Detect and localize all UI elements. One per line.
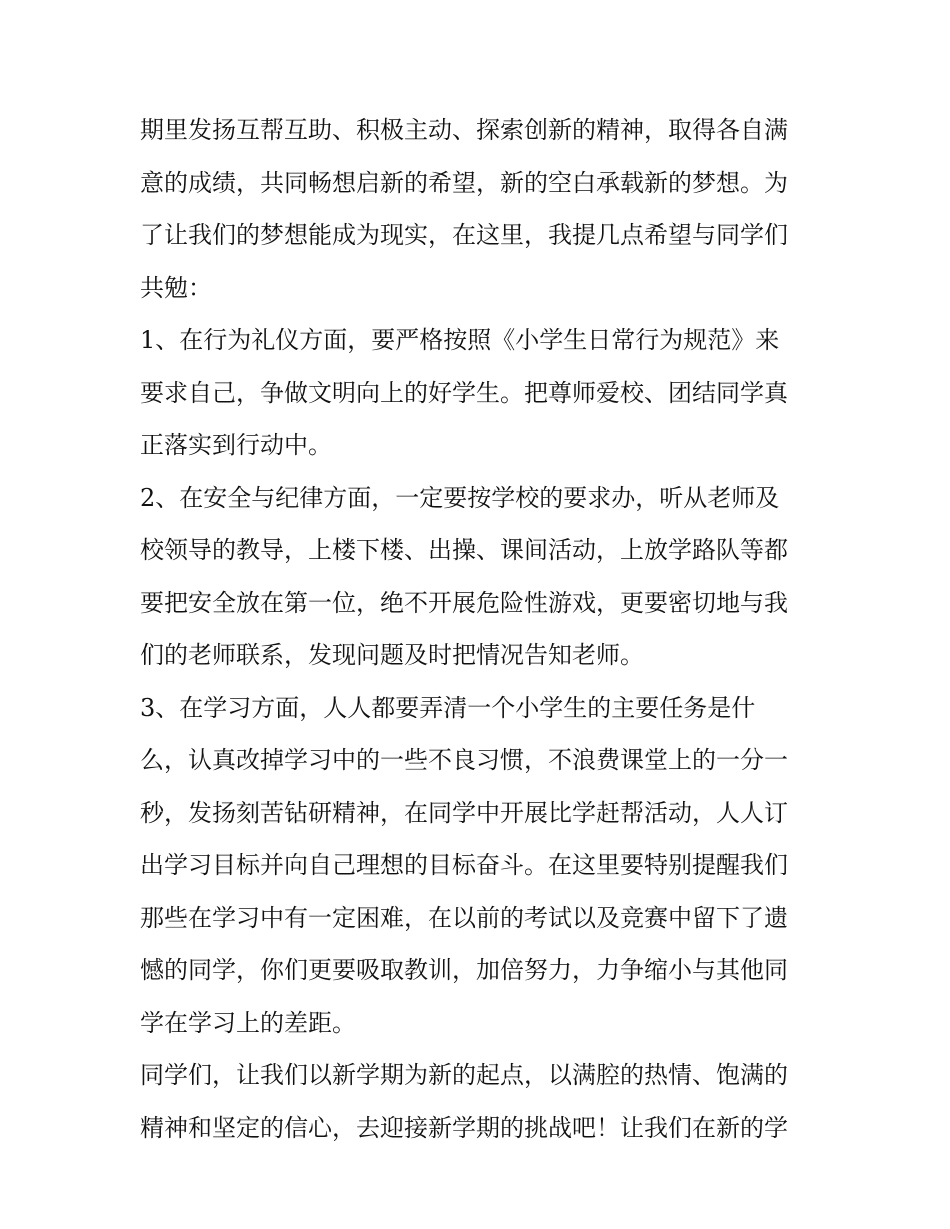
text-line: 那些在学习中有一定困难，在以前的考试以及竞赛中留下了遗	[140, 903, 788, 932]
text-line: 共勉：	[140, 273, 212, 302]
text-line: 正落实到行动中。	[140, 431, 332, 459]
text-line: 同学们，让我们以新学期为新的起点，以满腔的热情、饱满的	[140, 1061, 788, 1089]
text-line: 2、在安全与纪律方面，一定要按学校的要求办，听从老师及	[140, 483, 780, 512]
text-line: 1、在行为礼仪方面，要严格按照《小学生日常行为规范》来	[140, 326, 780, 354]
text-line: 出学习目标并向自己理想的目标奋斗。在这里要特别提醒我们	[140, 851, 788, 879]
text-line: 么，认真改掉学习中的一些不良习惯，不浪费课堂上的一分一	[140, 746, 788, 774]
text-line: 学在学习上的差距。	[140, 1008, 356, 1037]
text-line: 了让我们的梦想能成为现实，在这里，我提几点希望与同学们	[140, 221, 788, 249]
text-line: 精神和坚定的信心，去迎接新学期的挑战吧！让我们在新的学	[140, 1113, 788, 1142]
text-line: 憾的同学，你们更要吸取教训，加倍努力，力争缩小与其他同	[140, 956, 788, 984]
text-line: 们的老师联系，发现问题及时把情况告知老师。	[140, 641, 644, 669]
text-line: 要求自己，争做文明向上的好学生。把尊师爱校、团结同学真	[140, 378, 788, 407]
text-line: 校领导的教导，上楼下楼、出操、课间活动，上放学路队等都	[140, 536, 788, 564]
text-line: 3、在学习方面，人人都要弄清一个小学生的主要任务是什	[140, 693, 756, 722]
text-line: 秒，发扬刻苦钻研精神，在同学中开展比学赶帮活动，人人订	[140, 798, 788, 827]
text-line: 意的成绩，共同畅想启新的希望，新的空白承载新的梦想。为	[140, 168, 788, 197]
text-line: 要把安全放在第一位，绝不开展危险性游戏，更要密切地与我	[140, 588, 788, 617]
text-line: 期里发扬互帮互助、积极主动、探索创新的精神，取得各自满	[140, 116, 788, 144]
body-text	[140, 104, 820, 1154]
